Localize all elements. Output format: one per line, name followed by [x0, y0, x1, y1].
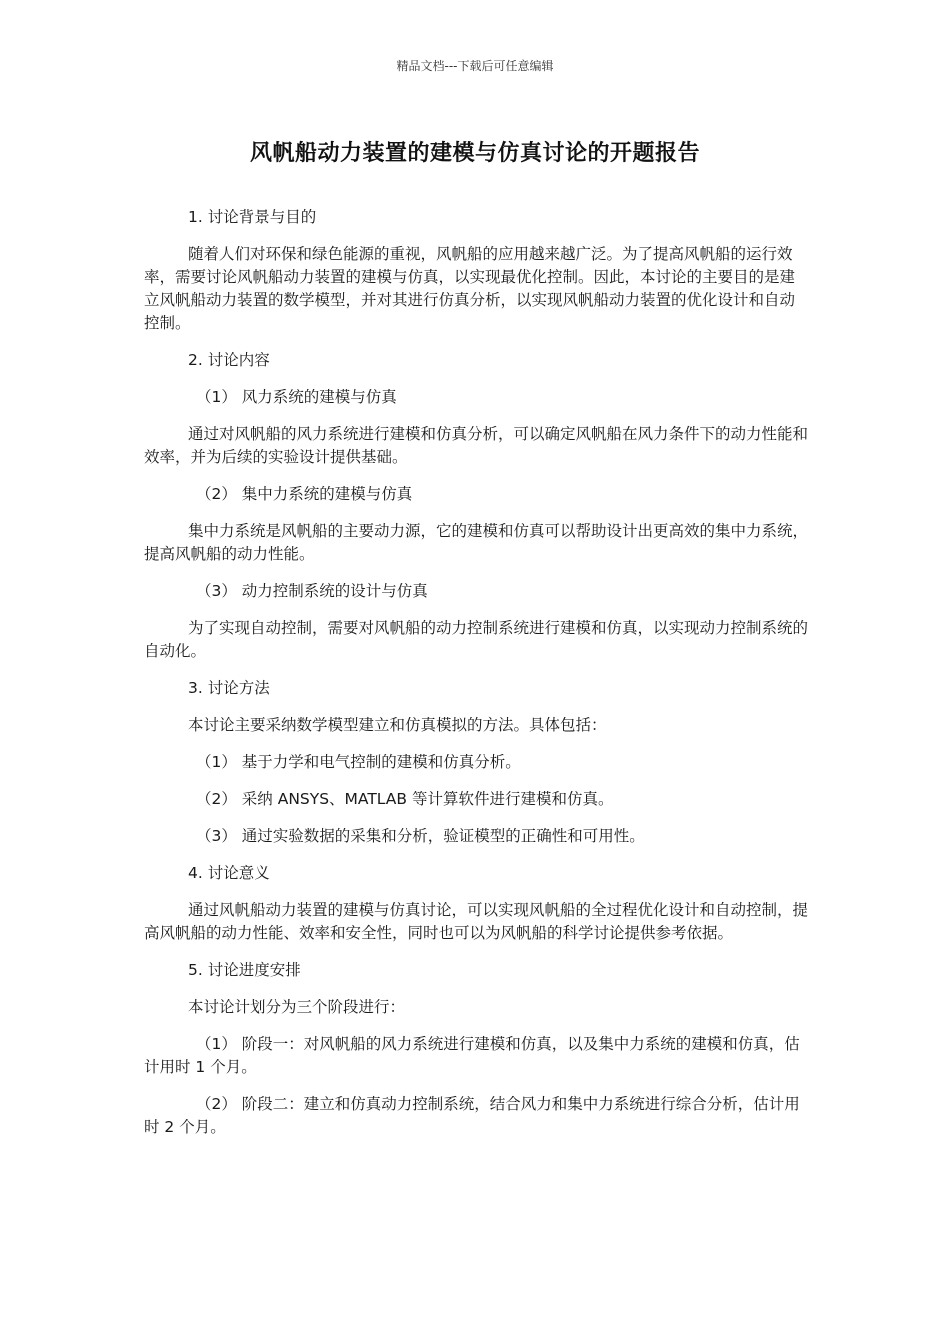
sub-item: （2） 采纳 ANSYS、MATLAB 等计算软件进行建模和仿真。 — [196, 790, 614, 808]
section-heading: 5. 讨论进度安排 — [188, 961, 301, 979]
document-title: 风帆船动力装置的建模与仿真讨论的开题报告 — [249, 141, 700, 166]
section-heading: 4. 讨论意义 — [188, 864, 270, 882]
body-paragraph: 为了实现自动控制，需要对风帆船的动力控制系统进行建模和仿真，以实现动力控制系统的自动化。 — [144, 619, 809, 660]
document-body — [144, 206, 808, 1153]
body-paragraph: 随着人们对环保和绿色能源的重视，风帆船的应用越来越广泛。为了提高风帆船的运行效率，需要讨论风帆船动力装置的建模与仿真，以实现最优化控制。因此，本讨论的主要目的是建立风帆船动力装置的数学模型，并对其进行仿真分析，以实现风帆船动力装置的优化设计和自动控制。 — [144, 245, 796, 332]
sub-item: （1） 风力系统的建模与仿真 — [196, 388, 397, 406]
section-heading: 1. 讨论背景与目的 — [188, 208, 317, 226]
sub-item: （2） 阶段二：建立和仿真动力控制系统，结合风力和集中力系统进行综合分析，估计用时 2 个月。 — [144, 1095, 800, 1136]
sub-item: （1） 基于力学和电气控制的建模和仿真分析。 — [196, 753, 521, 771]
body-paragraph: 本讨论计划分为三个阶段进行： — [188, 998, 406, 1016]
body-paragraph: 本讨论主要采纳数学模型建立和仿真模拟的方法。具体包括： — [188, 716, 607, 734]
body-paragraph: 通过对风帆船的风力系统进行建模和仿真分析，可以确定风帆船在风力条件下的动力性能和效率，并为后续的实验设计提供基础。 — [144, 425, 809, 466]
sub-item: （3） 动力控制系统的设计与仿真 — [196, 582, 428, 600]
sub-item: （2） 集中力系统的建模与仿真 — [196, 485, 413, 503]
body-paragraph: 通过风帆船动力装置的建模与仿真讨论，可以实现风帆船的全过程优化设计和自动控制，提高风帆船的动力性能、效率和安全性，同时也可以为风帆船的科学讨论提供参考依据。 — [144, 901, 809, 942]
section-heading: 2. 讨论内容 — [188, 351, 270, 369]
body-paragraph: 集中力系统是风帆船的主要动力源，它的建模和仿真可以帮助设计出更高效的集中力系统，提高风帆船的动力性能。 — [144, 522, 809, 563]
sub-item: （1） 阶段一：对风帆船的风力系统进行建模和仿真，以及集中力系统的建模和仿真，估计用时 1 个月。 — [144, 1035, 800, 1076]
section-heading: 3. 讨论方法 — [188, 679, 270, 697]
sub-item: （3） 通过实验数据的采集和分析，验证模型的正确性和可用性。 — [196, 827, 645, 845]
page-header: 精品文档---下载后可任意编辑 — [396, 59, 554, 73]
